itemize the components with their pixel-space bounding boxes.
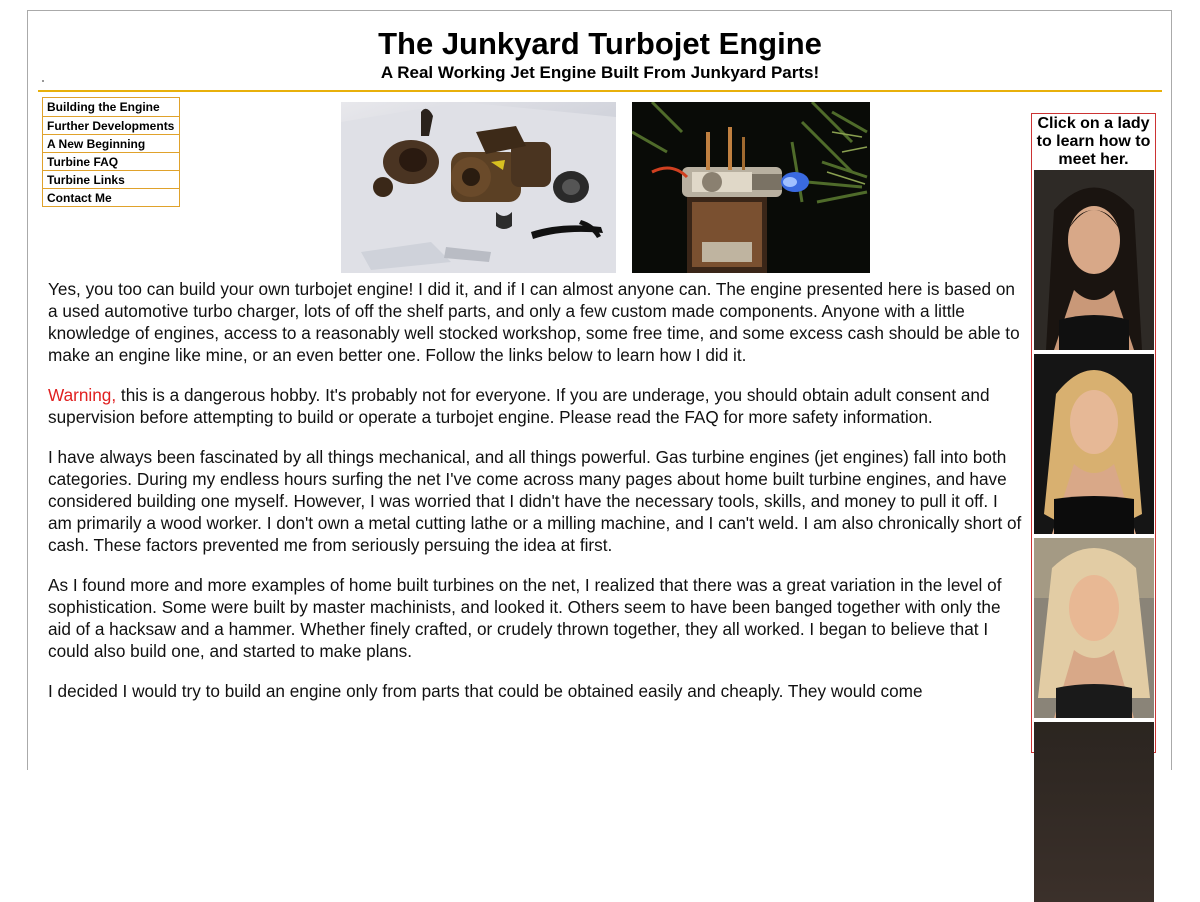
nav-item-a-new-beginning[interactable]: A New Beginning — [43, 134, 179, 152]
nav-item-turbine-faq[interactable]: Turbine FAQ — [43, 152, 179, 170]
page-title: The Junkyard Turbojet Engine — [378, 26, 822, 61]
examples-paragraph: As I found more and more examples of home built turbines on the net, I realized that there was a great variation in the level of sophistication. Some were built by master machinists, and looked it. Others seem to have been banged together with only the aid of a hacksaw and a hammer. Whether finely crafted, or crudely thrown together, they all worked. I began to believe that I could also build one, and started to make plans. — [48, 575, 1002, 661]
turbo-parts-photo — [341, 102, 616, 273]
running-engine-illustration — [632, 102, 870, 273]
plans-paragraph: I decided I would try to build an engine only from parts that could be obtained easily and cheaply. They would come — [48, 681, 923, 701]
warning-paragraph — [48, 384, 1024, 428]
intro-paragraph: Yes, you too can build your own turbojet engine! I did it, and if I can almost anyone can. The engine presented here is based on a used automotive turbo charger, lots of off the shelf parts, and only a few custom made components. Anyone with a little knowledge of engines, access to a reasonably well stocked workshop, some free time, and some excess cash should be able to make an engine like mine, or an even better one. Follow the links below to learn how I did it. — [48, 279, 1020, 365]
ad-photo-1-illustration — [1034, 170, 1154, 350]
ad-photo-2-illustration — [1034, 354, 1154, 534]
turbo-parts-illustration — [341, 102, 616, 273]
nav-item-building-the-engine[interactable]: Building the Engine — [47, 100, 160, 114]
ad-photo-3-illustration — [1034, 538, 1154, 718]
ad-photo-2[interactable] — [1034, 354, 1154, 534]
running-engine-photo — [632, 102, 870, 273]
nav-item-turbine-links[interactable]: Turbine Links — [43, 170, 179, 188]
page-subtitle: A Real Working Jet Engine Built From Junkyard Parts! — [380, 63, 820, 82]
background-paragraph: I have always been fascinated by all things mechanical, and all things powerful. Gas turbine engines (jet engines) fall into both categories. During my endless hours surfing the net I've come across many pages about home built turbine engines, and have considered building one myself. However, I was worried that I didn't have the necessary tools, skills, and money to pull it off. I am primarily a wood worker. I don't own a metal cutting lathe or a milling machine, and I can't weld. I am also chronically short of cash. These factors prevented me from seriously persuing the idea at first. — [48, 447, 1022, 555]
ad-photo-3[interactable] — [1034, 538, 1154, 718]
ad-photo-4[interactable] — [1034, 722, 1154, 902]
nav-menu — [42, 97, 180, 207]
ad-caption: Click on a lady to learn how to meet her. — [1036, 115, 1151, 168]
decorative-dot — [42, 80, 44, 82]
sidebar-ad — [1031, 113, 1156, 753]
header-divider — [38, 90, 1162, 92]
ad-photo-1[interactable] — [1034, 170, 1154, 350]
nav-item-further-developments[interactable]: Further Developments — [43, 116, 179, 134]
warning-text: this is a dangerous hobby. It's probably not for everyone. If you are underage, you should obtain adult consent and supervision before attempting to build or operate a turbojet engine. Please read the FAQ for more safety information. — [48, 385, 990, 427]
main-content — [48, 278, 1024, 720]
warning-label: Warning, — [48, 385, 117, 405]
nav-item-contact-me[interactable]: Contact Me — [43, 188, 179, 206]
